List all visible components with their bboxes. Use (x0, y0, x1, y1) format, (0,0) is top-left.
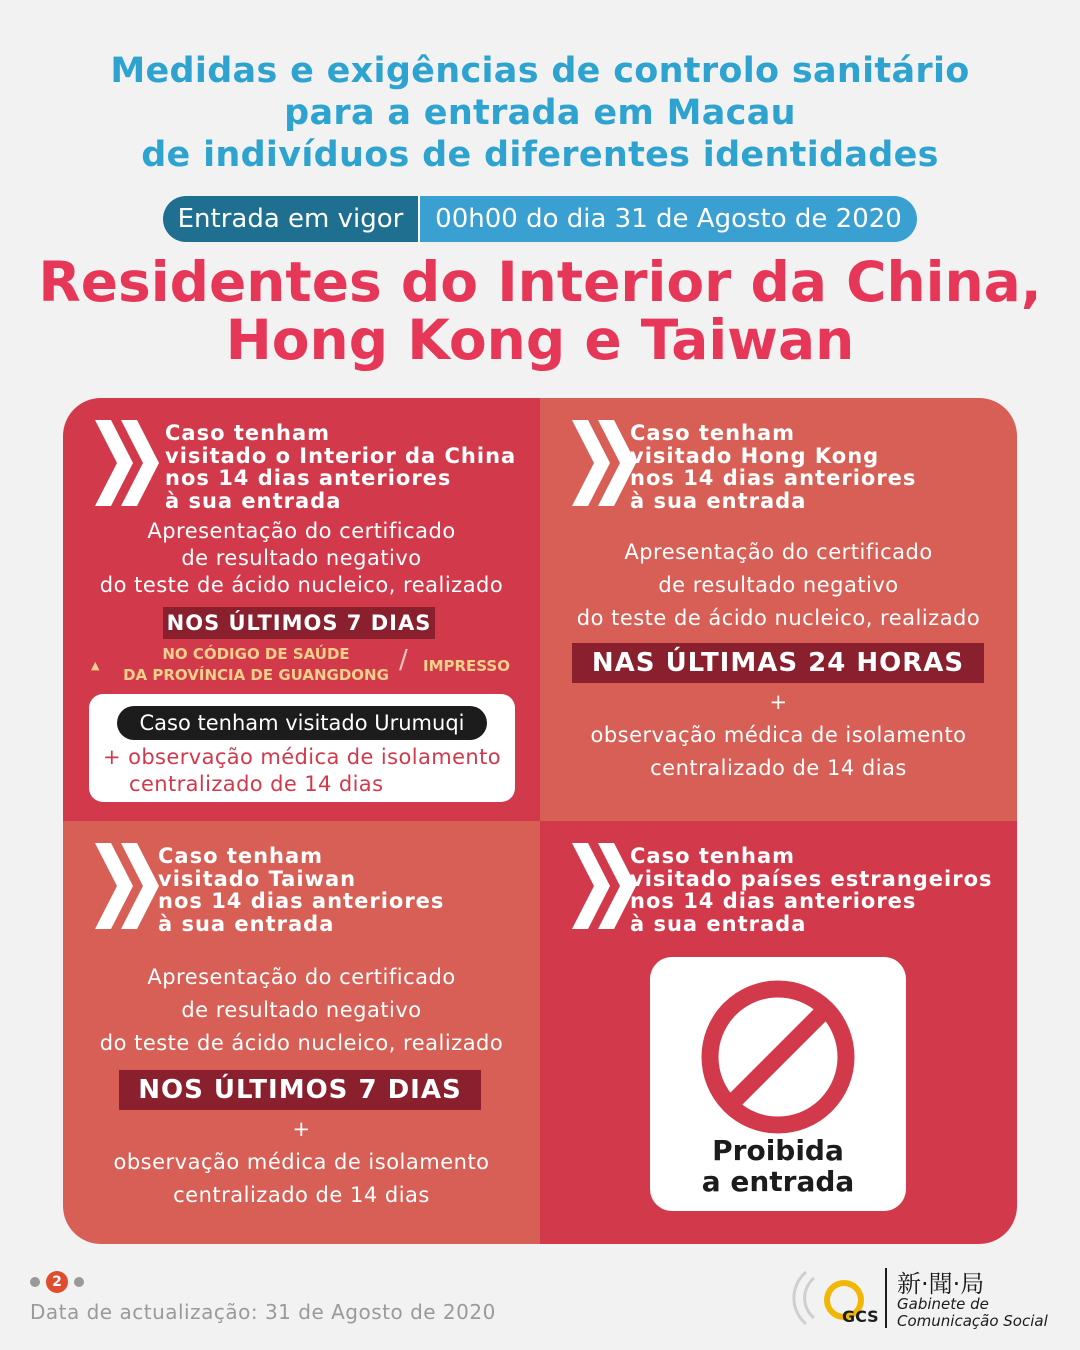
mainland-china-panel (63, 398, 540, 821)
urumqi-box (89, 694, 515, 802)
mainland-body (63, 518, 540, 599)
logo-mark-text: GCS (842, 1307, 879, 1326)
mainland-head-2: visitado o Interior da China (165, 443, 517, 468)
hong-kong-after (540, 686, 1017, 785)
taiwan-after (63, 1113, 540, 1212)
prohibited-text (650, 1135, 906, 1197)
hong-kong-panel (540, 398, 1017, 821)
tw-head-3: nos 14 dias anteriores (158, 889, 445, 913)
title-line-2: para a entrada em Macau (284, 93, 796, 133)
urumqi-line-1: + observação médica de isolamento (103, 745, 502, 769)
fr-head-2: visitado países estrangeiros (630, 866, 993, 891)
hk-head-2: visitado Hong Kong (630, 443, 880, 468)
page-title (0, 50, 1080, 176)
fr-head-3: nos 14 dias anteriores (630, 889, 917, 913)
title-line-3: de indivíduos de diferentes identidades (141, 135, 939, 175)
hong-kong-body (540, 536, 1017, 635)
hk-head-1: Caso tenham (630, 421, 796, 445)
logo-pt-line-1: Gabinete de (897, 1295, 989, 1313)
measures-grid (63, 398, 1017, 1244)
tw-after-2: centralizado de 14 dias (173, 1183, 430, 1207)
urumqi-label: Caso tenham visitado Urumuqi (117, 706, 487, 740)
hk-body-3: do teste de ácido nucleico, realizado (576, 606, 981, 630)
mainland-body-3: do teste de ácido nucleico, realizado (99, 573, 504, 597)
no-entry-icon (698, 977, 858, 1137)
mainland-time-banner: NOS ÚLTIMOS 7 DIAS (163, 607, 435, 639)
mainland-head-4: à sua entrada (165, 488, 342, 513)
double-chevron-icon (568, 843, 638, 929)
taiwan-heading (158, 845, 444, 935)
gcs-logo (792, 1262, 1062, 1332)
tw-head-2: visitado Taiwan (158, 866, 357, 891)
logo-portuguese (897, 1296, 1048, 1330)
current-page-dot[interactable]: 2 (46, 1271, 68, 1293)
note-line-1: NO CÓDIGO DE SAÚDE (162, 645, 350, 663)
mainland-head-1: Caso tenham (165, 421, 331, 445)
tw-after-1: observação médica de isolamento (113, 1150, 490, 1174)
hk-head-3: nos 14 dias anteriores (630, 466, 917, 490)
prohibited-line-1: Proibida (712, 1134, 844, 1167)
title-line-1: Medidas e exigências de controlo sanitário (110, 51, 970, 91)
section-heading (0, 250, 1080, 372)
tw-body-1: Apresentação do certificado (147, 965, 456, 989)
page-dot[interactable] (74, 1277, 84, 1287)
entry-prohibited-card (650, 957, 906, 1211)
effective-date-pill (163, 196, 917, 242)
gcs-logo-mark (792, 1262, 892, 1332)
tw-plus: + (292, 1117, 311, 1141)
tw-body-3: do teste de ácido nucleico, realizado (99, 1031, 504, 1055)
hk-body-2: de resultado negativo (658, 573, 899, 597)
hk-after-1: observação médica de isolamento (590, 723, 967, 747)
mainland-body-2: de resultado negativo (181, 546, 422, 570)
double-chevron-icon (568, 420, 638, 506)
foreign-heading (630, 845, 993, 935)
mainland-body-1: Apresentação do certificado (147, 519, 456, 543)
heading-line-2: Hong Kong e Taiwan (225, 308, 855, 372)
mainland-head-3: nos 14 dias anteriores (165, 466, 452, 490)
taiwan-panel (63, 821, 540, 1244)
tw-head-1: Caso tenham (158, 844, 324, 868)
mainland-note-right: IMPRESSO (423, 657, 510, 675)
tw-head-4: à sua entrada (158, 911, 335, 936)
prohibited-line-2: a entrada (701, 1165, 855, 1198)
taiwan-body (63, 961, 540, 1060)
hk-plus: + (769, 690, 788, 714)
hk-after-2: centralizado de 14 dias (650, 756, 907, 780)
effective-label: Entrada em vigor (163, 196, 420, 242)
hong-kong-time-banner: NAS ÚLTIMAS 24 HORAS (572, 643, 984, 683)
urumqi-line-2: centralizado de 14 dias (129, 772, 384, 796)
page-dot[interactable] (30, 1277, 40, 1287)
hk-body-1: Apresentação do certificado (624, 540, 933, 564)
hong-kong-heading (630, 422, 916, 512)
note-line-2: DA PROVÍNCIA DE GUANGDONG (123, 666, 389, 684)
mainland-note-left (115, 644, 397, 686)
foreign-countries-panel (540, 821, 1017, 1244)
triangle-icon: ▲ (91, 659, 100, 672)
taiwan-time-banner: NOS ÚLTIMOS 7 DIAS (119, 1070, 481, 1110)
logo-pt-line-2: Comunicação Social (897, 1312, 1048, 1330)
logo-chinese: 新·聞·局 (897, 1270, 985, 1298)
double-chevron-icon (91, 843, 161, 929)
fr-head-1: Caso tenham (630, 844, 796, 868)
urumqi-text (103, 744, 501, 798)
tw-body-2: de resultado negativo (181, 998, 422, 1022)
heading-line-1: Residentes do Interior da China, (38, 250, 1042, 314)
update-date: Data de actualização: 31 de Agosto de 2020 (30, 1300, 496, 1324)
note-separator: / (399, 645, 408, 675)
mainland-heading (165, 422, 516, 512)
fr-head-4: à sua entrada (630, 911, 807, 936)
effective-value: 00h00 do dia 31 de Agosto de 2020 (420, 196, 917, 242)
page-indicator[interactable] (30, 1270, 84, 1294)
hk-head-4: à sua entrada (630, 488, 807, 513)
double-chevron-icon (91, 420, 161, 506)
